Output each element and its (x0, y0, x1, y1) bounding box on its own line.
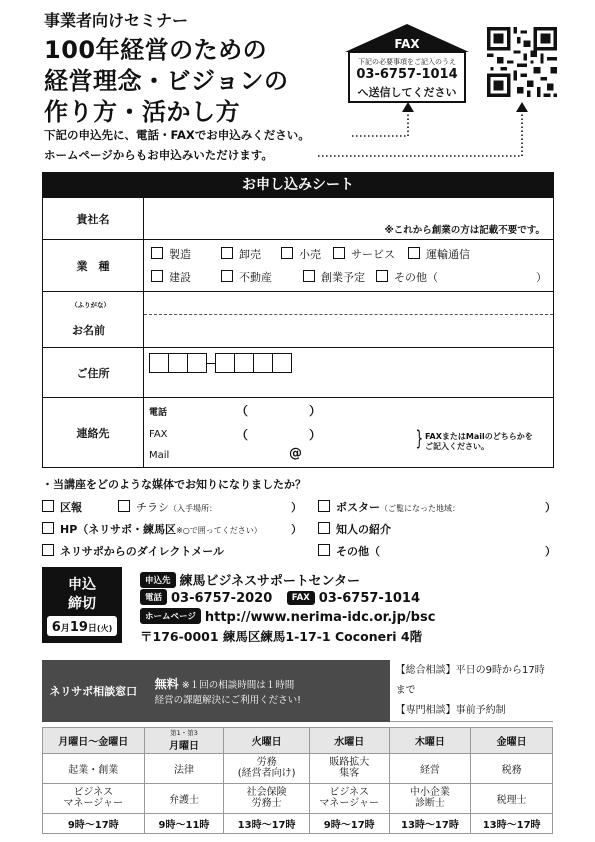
media-question: ・当講座をどのような媒体でお知りになりましたか？ (42, 478, 306, 491)
checkbox[interactable] (221, 270, 233, 282)
days-row (43, 727, 553, 753)
hours-cell: 13時〜17時 (389, 813, 471, 833)
day-cell: 金曜日 (471, 727, 553, 753)
fax-action: へ送信してください (357, 86, 457, 99)
media-option-hp[interactable]: HP（ネリサポ・練馬区※○で囲ってください） (42, 521, 262, 537)
hours-cell: 13時〜17時 (471, 813, 553, 833)
company-note: ※これから創業の方は記載不要です。 (384, 225, 545, 236)
media-hp-close: ） (291, 523, 302, 536)
deadline-date: 6月19日(火) (47, 616, 117, 636)
form-title: お申し込みシート (43, 173, 553, 197)
name-label-cell (43, 292, 144, 348)
contact-url-line (140, 608, 435, 625)
day-cell: 水曜日 (309, 727, 389, 753)
industry-option-wholesale[interactable]: 卸売 (221, 246, 261, 262)
deadline-label-1: 申込 (68, 577, 96, 593)
hours-row (43, 813, 553, 833)
contact-url-link[interactable]: http://www.nerima-idc.or.jp/bsc (204, 610, 436, 625)
expert-cell: ビジネス マネージャー (309, 783, 389, 813)
contact-phone[interactable]: 03-6757-2020 (171, 591, 273, 606)
media-option-newspaper[interactable]: 区報 (42, 499, 82, 515)
apply-instruction-line-1: 下記の申込先に、電話・FAXでお申込みください。 (44, 128, 310, 142)
expert-cell: 社会保険 労務士 (224, 783, 309, 813)
title-line-1: 100年経営のための (44, 36, 268, 64)
day-cell: 木曜日 (389, 727, 471, 753)
title-line-2: 経営理念・ビジョンの (44, 67, 289, 95)
consult-hours-cell (389, 661, 552, 722)
expert-cell: 中小企業 診断士 (389, 783, 471, 813)
applicant-pill: 申込先 (140, 572, 176, 588)
day-cell: 月曜日〜金曜日 (43, 727, 145, 753)
checkbox[interactable] (151, 247, 163, 259)
expert-cell: 弁護士 (144, 783, 224, 813)
fax-label: FAX (394, 37, 420, 51)
industry-option-other[interactable]: その他（ (376, 269, 438, 285)
industry-option-retail[interactable]: 小売 (281, 246, 321, 262)
contact-fields[interactable] (183, 398, 403, 468)
industry-option-construction[interactable]: 建設 (151, 269, 191, 285)
application-form (42, 172, 554, 468)
postal-code-boxes[interactable] (149, 353, 292, 373)
consultation-table (42, 660, 553, 834)
topic-cell: 販路拡大 集客 (309, 753, 389, 783)
contact-phone-line (140, 589, 420, 606)
industry-label: 業 種 (43, 240, 144, 292)
checkbox[interactable] (376, 270, 388, 282)
checkbox[interactable] (318, 500, 330, 512)
name-row (43, 291, 553, 348)
topic-cell: 労務 (経営者向け) (224, 753, 309, 783)
checkbox[interactable] (333, 247, 345, 259)
apply-instruction-line-2: ホームページからもお申込みいただけます。 (44, 148, 273, 162)
fax-close-paren: ） (309, 428, 322, 442)
org-name: 練馬ビジネスサポートセンター (179, 574, 360, 589)
checkbox[interactable] (42, 500, 54, 512)
special-consult: 【専門相談】事前予約制 (395, 704, 506, 716)
name-field[interactable] (144, 315, 553, 348)
checkbox[interactable] (118, 500, 130, 512)
address-row (43, 347, 553, 398)
media-poster-close: ） (545, 501, 556, 514)
checkbox[interactable] (42, 522, 54, 534)
contact-address: 〒176-0001 練馬区練馬1-17-1 Coconeri 4階 (140, 629, 423, 644)
furigana-field[interactable] (144, 292, 553, 314)
topic-cell: 税務 (471, 753, 553, 783)
company-label: 貴社名 (43, 198, 144, 240)
title-line-3: 作り方・活かし方 (44, 98, 240, 126)
industry-option-realestate[interactable]: 不動産 (221, 269, 272, 285)
name-label: お名前 (72, 324, 105, 337)
media-option-flyer[interactable]: チラシ（入手場所： (118, 499, 217, 515)
contact-fax: 03-6757-1014 (318, 591, 421, 606)
topic-cell: 経営 (389, 753, 471, 783)
deadline-box (42, 567, 122, 643)
contact-label: 連絡先 (43, 398, 144, 468)
day-cell: 第1・第3 月曜日 (144, 727, 224, 753)
phone-pill: 電話 (140, 589, 167, 605)
fax-pill: FAX (287, 591, 315, 605)
checkbox[interactable] (42, 544, 54, 556)
media-option-other[interactable]: その他（ (318, 543, 380, 559)
checkbox[interactable] (221, 247, 233, 259)
checkbox[interactable] (318, 544, 330, 556)
media-other-close: ） (545, 545, 556, 558)
industry-option-manufacturing[interactable]: 製造 (151, 246, 191, 262)
phone-label: 電話 (149, 408, 168, 418)
checkbox[interactable] (408, 247, 420, 259)
fax-open-paren: （ (236, 428, 249, 442)
hours-cell: 9時〜17時 (309, 813, 389, 833)
furigana-label: （ふりがな） (71, 301, 110, 309)
industry-option-startup[interactable]: 創業予定 (303, 269, 365, 285)
industry-option-transport[interactable]: 運輸通信 (408, 246, 470, 262)
expert-cell: 税理士 (471, 783, 553, 813)
seminar-subtitle: 事業者向けセミナー (44, 11, 189, 30)
fax-instruction-box (343, 22, 471, 104)
day-cell: 火曜日 (224, 727, 309, 753)
media-option-friend[interactable]: 知人の紹介 (318, 521, 391, 537)
topic-cell: 法律 (144, 753, 224, 783)
address-label: ご住所 (43, 348, 144, 398)
at-mark: @ (289, 446, 302, 461)
consult-free-cell: 無料 ※１回の相談時間は１時間 経営の課題解決にご利用ください! (144, 661, 389, 722)
fax-field-label: FAX (149, 429, 168, 440)
deadline-label-2: 締切 (68, 596, 96, 612)
hours-cell: 9時〜17時 (43, 813, 145, 833)
brace-icon: } (415, 426, 424, 450)
contact-row (43, 397, 553, 468)
hours-cell: 13時〜17時 (224, 813, 309, 833)
topic-cell: 起業・創業 (43, 753, 145, 783)
media-option-direct-mail[interactable]: ネリサポからのダイレクトメール (42, 543, 224, 559)
experts-row (43, 783, 553, 813)
topics-row (43, 753, 553, 783)
general-consult: 【総合相談】平日の9時から17時まで (395, 664, 545, 696)
fax-note: 下記の必要事項をご記入のうえ (358, 58, 456, 66)
media-flyer-close: ） (291, 501, 302, 514)
company-row (43, 197, 553, 240)
qr-code-icon[interactable] (487, 27, 557, 97)
industry-row (43, 239, 553, 292)
contact-org-line (140, 570, 360, 589)
checkbox[interactable] (303, 270, 315, 282)
checkbox[interactable] (281, 247, 293, 259)
media-option-poster[interactable]: ポスター（ご覧になった地域： (318, 499, 460, 515)
checkbox[interactable] (318, 522, 330, 534)
industry-option-service[interactable]: サービス (333, 246, 395, 262)
phone-close-paren: ） (309, 404, 322, 418)
contact-note: FAXまたはMailのどちらかを ご記入ください。 (425, 432, 533, 451)
mail-label: Mail (149, 450, 170, 461)
industry-other-close-paren: ） (536, 271, 547, 284)
expert-cell: ビジネス マネージャー (43, 783, 145, 813)
consult-window-label: ネリサポ相談窓口 (43, 661, 145, 722)
phone-open-paren: （ (236, 404, 249, 418)
homepage-pill: ホームページ (140, 608, 201, 624)
hours-cell: 9時〜11時 (144, 813, 224, 833)
checkbox[interactable] (151, 270, 163, 282)
fax-number: 03-6757-1014 (356, 67, 458, 82)
